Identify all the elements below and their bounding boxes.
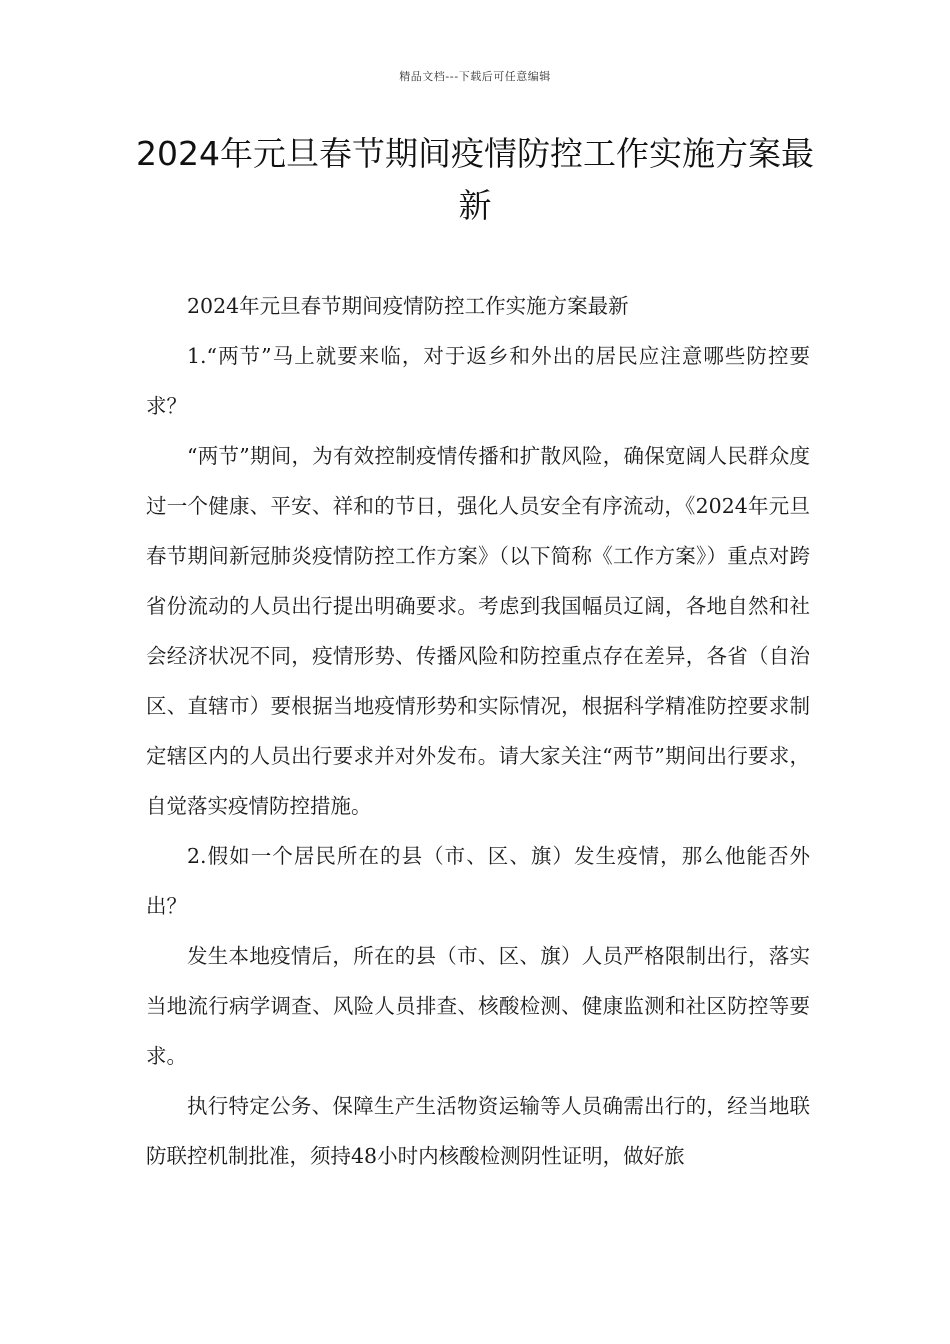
paragraph-question-1: 1.“两节”马上就要来临，对于返乡和外出的居民应注意哪些防控要求？: [146, 344, 810, 418]
paragraph-answer-2b: 执行特定公务、保障生产生活物资运输等人员确需出行的，经当地联防联控机制批准，须持48小时内核酸检测阴性证明，做好旅: [146, 1094, 810, 1168]
paragraph-answer-2a: 发生本地疫情后，所在的县（市、区、旗）人员严格限制出行，落实当地流行病学调查、风险人员排查、核酸检测、健康监测和社区防控等要求。: [146, 944, 810, 1068]
document-body: [146, 281, 810, 1181]
paragraph-question-2: 2.假如一个居民所在的县（市、区、旗）发生疫情，那么他能否外出？: [146, 844, 810, 918]
paragraph-answer-1: “两节”期间，为有效控制疫情传播和扩散风险，确保宽阔人民群众度过一个健康、平安、祥和的节日，强化人员安全有序流动，《2024年元旦春节期间新冠肺炎疫情防控工作方案》（以下简称《工作方案》）重点对跨省份流动的人员出行提出明确要求。考虑到我国幅员辽阔，各地自然和社会经济状况不同，疫情形势、传播风险和防控重点存在差异，各省（自治区、直辖市）要根据当地疫情形势和实际情况，根据科学精准防控要求制定辖区内的人员出行要求并对外发布。请大家关注“两节”期间出行要求，自觉落实疫情防控措施。: [146, 444, 810, 818]
header-note: 精品文档---下载后可任意编辑: [399, 70, 551, 83]
paragraph-subtitle: 2024年元旦春节期间疫情防控工作实施方案最新: [187, 294, 629, 318]
document-title: 2024年元旦春节期间疫情防控工作实施方案最新: [136, 134, 814, 225]
